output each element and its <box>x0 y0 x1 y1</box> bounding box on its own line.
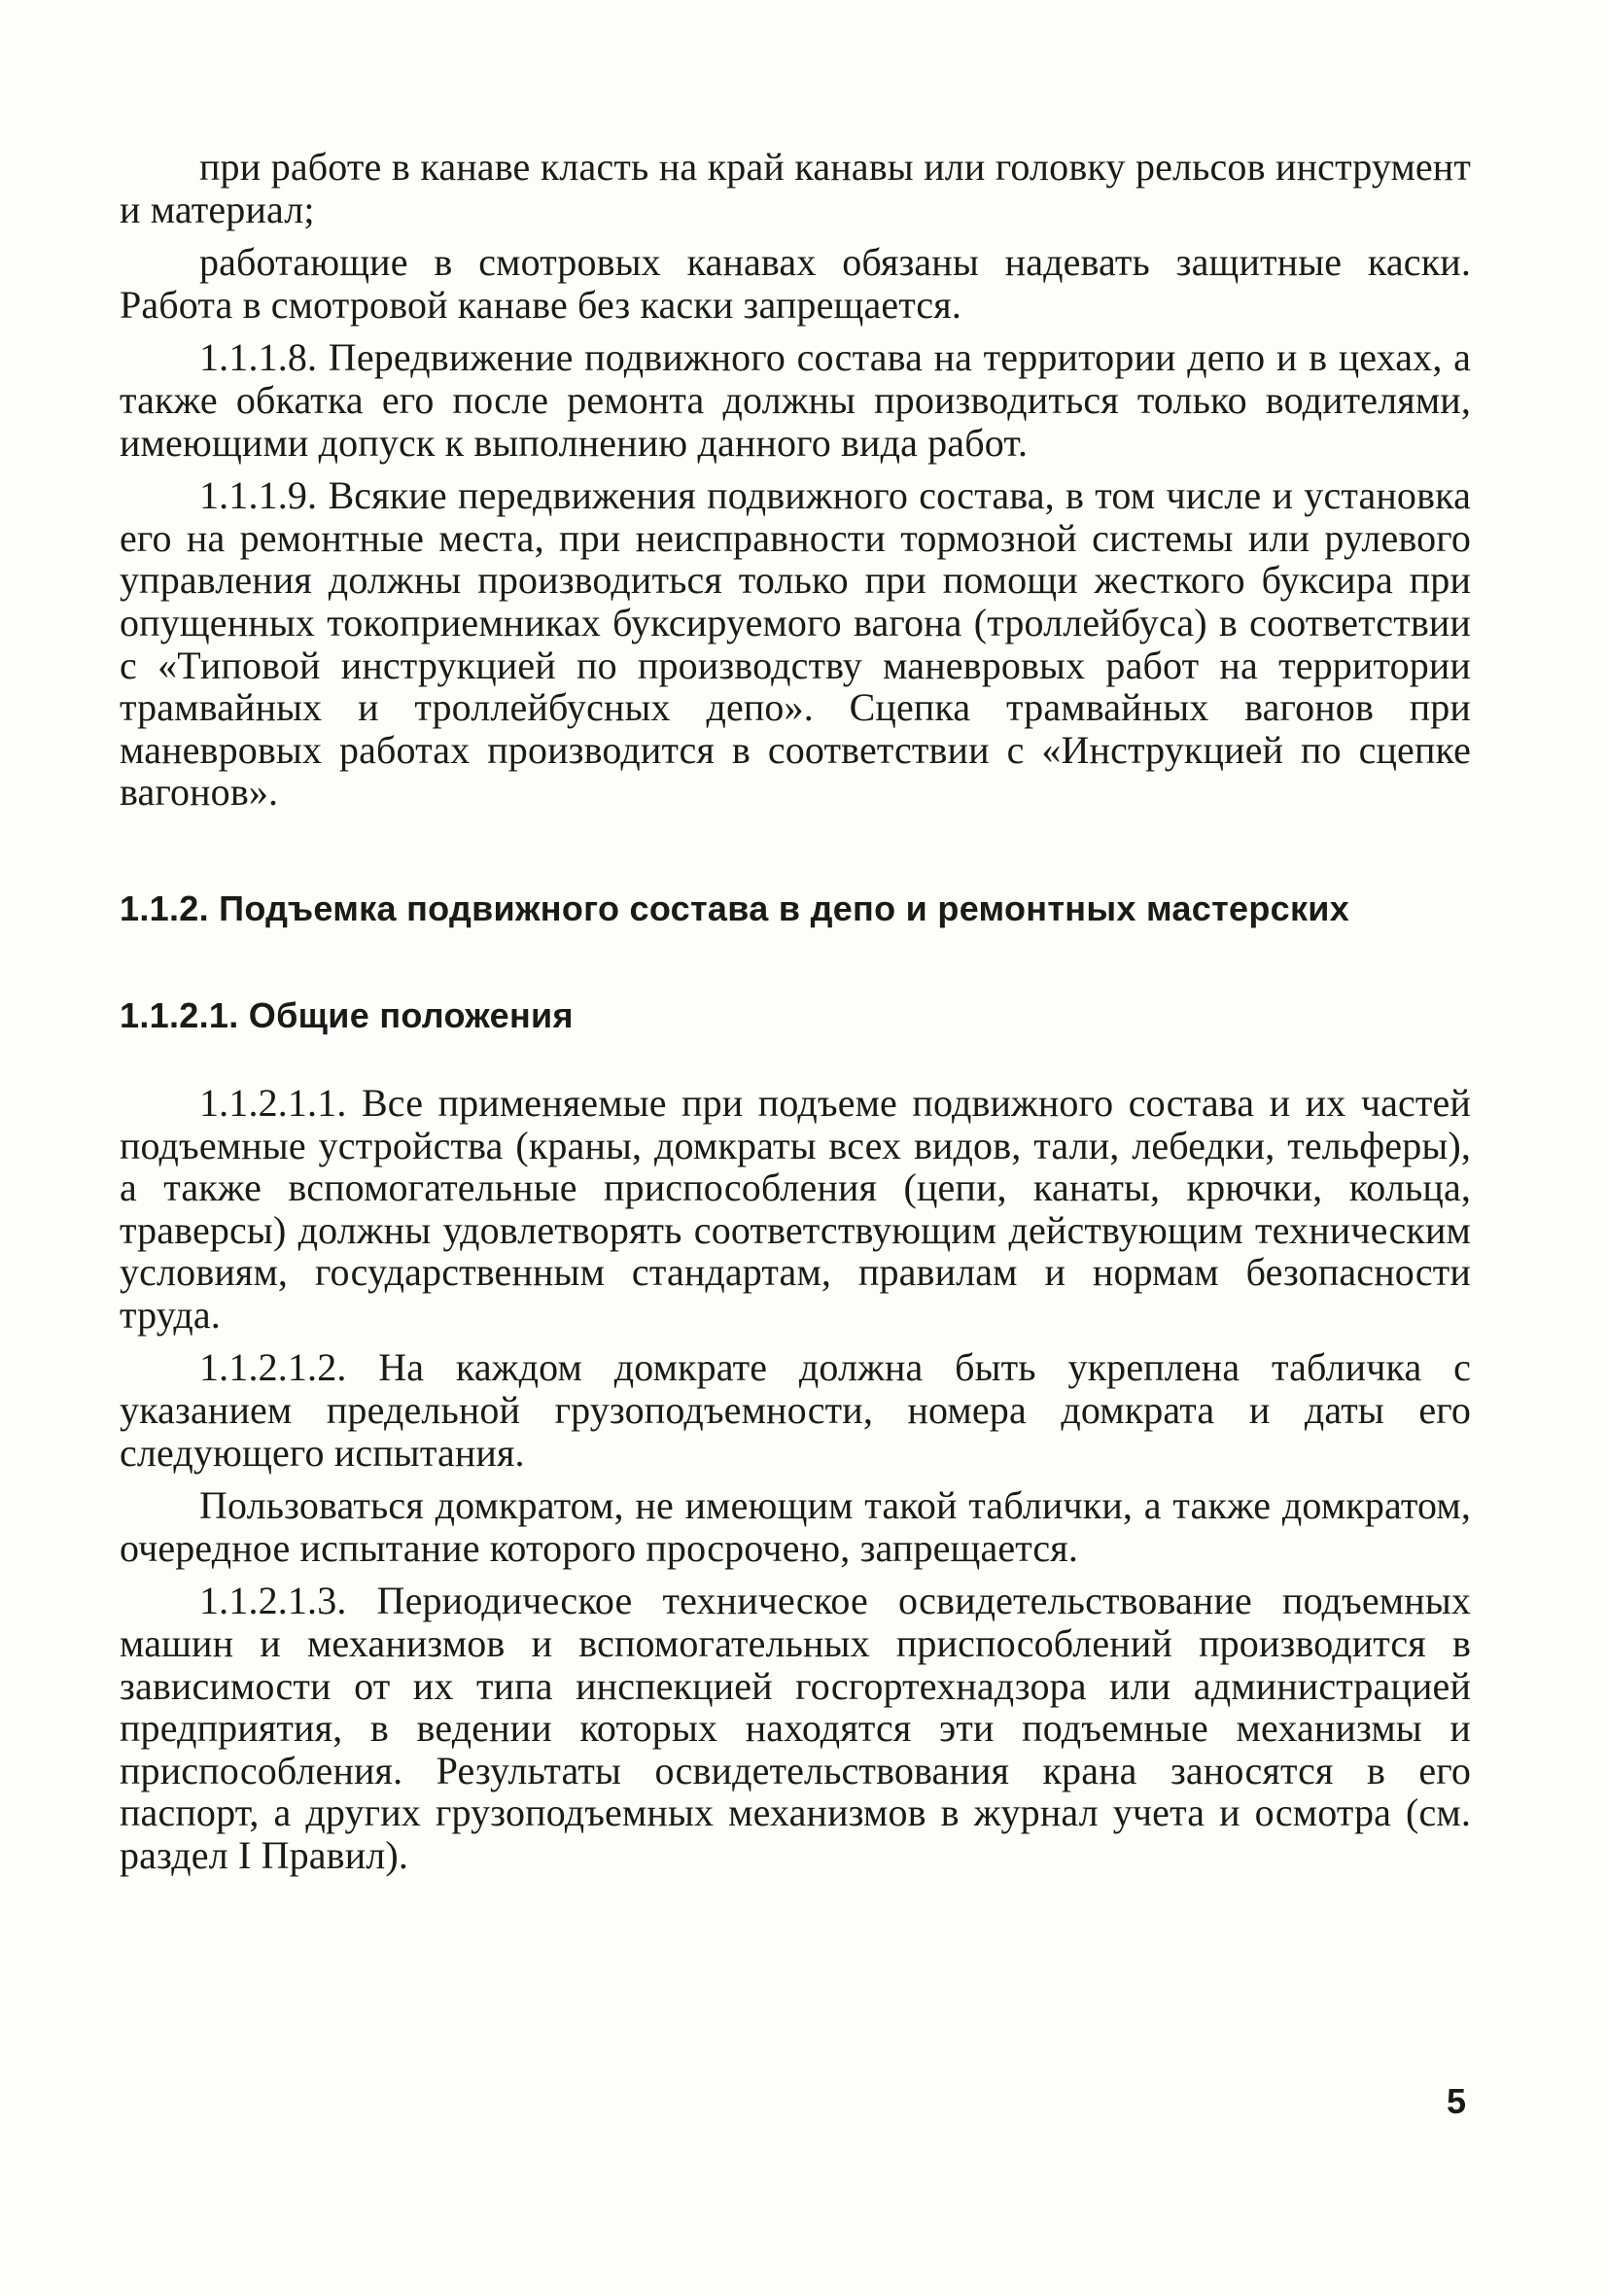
paragraph-1-1-1-9: 1.1.1.9. Всякие передвижения подвижного состава, в том числе и установка его на ремонтные места, при неисправности тормозной системы или рулевого управления должны производиться только при помощи жесткого буксира при опущенных токоприемниках буксируемого вагона (троллейбуса) в соответствии с «Типовой инструкцией по производству маневровых работ на территории трамвайных и троллейбусных депо». Сцепка трамвайных вагонов при маневровых работах производится в соответствии с «Инструкцией по сцепке вагонов». <box>120 473 1471 815</box>
paragraph-1-1-1-8: 1.1.1.8. Передвижение подвижного состава на территории депо и в цехах, а также обкатка его после ремонта должны производиться только водителями, имеющими допуск к выполнению данного вида работ. <box>120 335 1471 465</box>
paragraph-1-1-2-1-3: 1.1.2.1.3. Периодическое техническое освидетельствование подъемных машин и механизмов и вспомогательных приспособлений производится в зависимости от их типа инспекцией госгортехнадзора или администрацией предприятия, в ведении которых находятся эти подъемные механизмы и приспособления. Результаты освидетельствования крана заносятся в его паспорт, а других грузоподъемных механизмов в журнал учета и осмотра (см. раздел I Правил). <box>120 1579 1471 1877</box>
paragraph-1-1-2-1-2: 1.1.2.1.2. На каждом домкрате должна быть укреплена табличка с указанием предельной грузоподъемности, номера домкрата и даты его следующего испытания. <box>120 1345 1471 1475</box>
page-number: 5 <box>1447 2081 1467 2121</box>
paragraph-helmets: работающие в смотровых канавах обязаны надевать защитные каски. Работа в смотровой канаве без каски запрещается. <box>120 240 1471 327</box>
subsection-heading-1-1-2-1: 1.1.2.1. Общие положения <box>120 994 574 1035</box>
paragraph-1-1-2-1-1: 1.1.2.1.1. Все применяемые при подъеме подвижного состава и их частей подъемные устройства (краны, домкраты всех видов, тали, лебедки, тельферы), а также вспомогательные приспособления (цепи, канаты, крючки, кольца, траверсы) должны удовлетворять соответствующим действующим техническим условиям, государственным стандартам, правилам и нормам безопасности труда. <box>120 1080 1471 1337</box>
paragraph-tools-in-pit: при работе в канаве класть на край канавы или головку рельсов инструмент и материал; <box>120 145 1471 231</box>
paragraph-jack-prohibition: Пользоваться домкратом, не имеющим такой таблички, а также домкратом, очередное испытание которого просрочено, запрещается. <box>120 1483 1471 1570</box>
section-heading-1-1-2: 1.1.2. Подъемка подвижного состава в депо и ремонтных мастерских <box>120 887 1350 928</box>
text-column <box>120 146 1471 1888</box>
